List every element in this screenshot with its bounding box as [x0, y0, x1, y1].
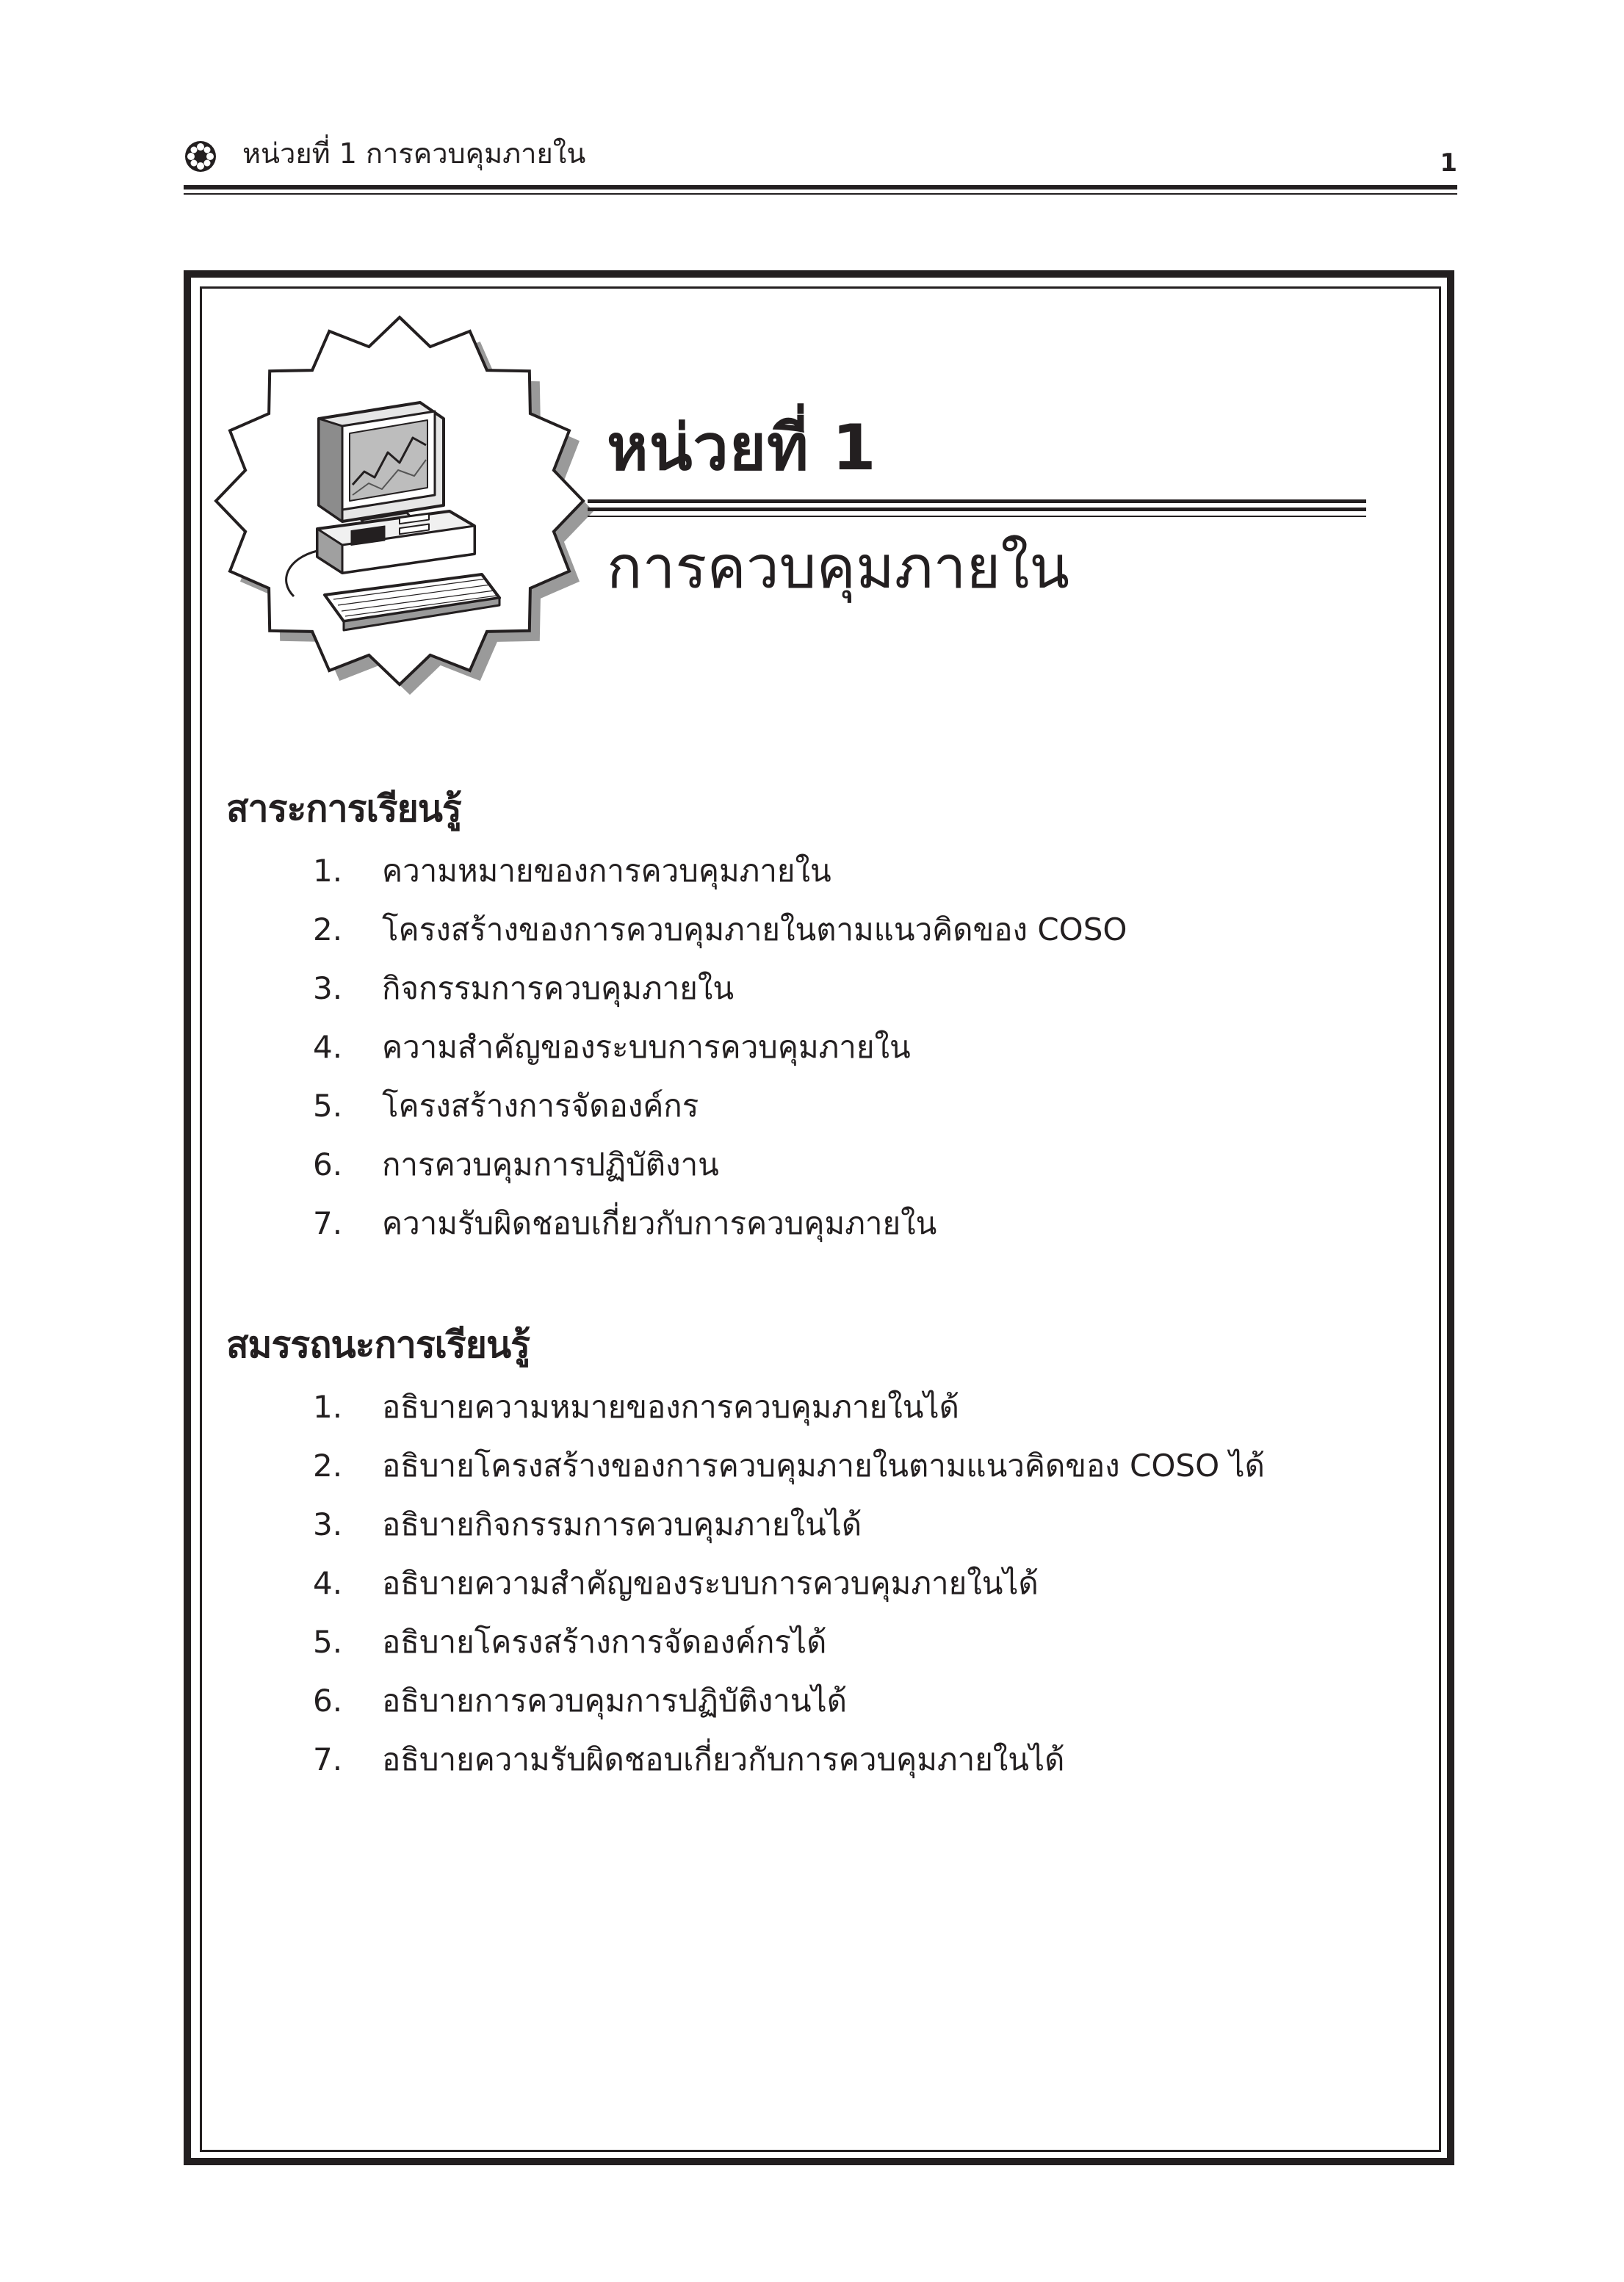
- list-item: 2. โครงสร้างของการควบคุมภายในตามแนวคิดของ COSO: [313, 911, 1127, 947]
- header-rule-thin: [184, 193, 1457, 195]
- learning-competency-list: [226, 1378, 1401, 1789]
- computer-badge: [207, 308, 604, 705]
- header-rule-thick: [184, 185, 1457, 189]
- list-item: 5. โครงสร้างการจัดองค์กร: [313, 1088, 699, 1124]
- list-item: 7. อธิบายความรับผิดชอบเกี่ยวกับการควบคุมภายในได้: [313, 1741, 1065, 1777]
- list-item: 3. กิจกรรมการควบคุมภายใน: [313, 970, 735, 1006]
- list-item: 6. อธิบายการควบคุมการปฏิบัติงานได้: [313, 1683, 847, 1719]
- title-rule: [588, 516, 1366, 517]
- page-number: 1: [1440, 148, 1457, 178]
- list-item: 2. อธิบายโครงสร้างของการควบคุมภายในตามแนวคิดของ COSO ได้: [313, 1448, 1265, 1484]
- list-item: 3. อธิบายกิจกรรมการควบคุมภายในได้: [313, 1506, 862, 1542]
- section-heading: สาระการเรียนรู้: [226, 787, 461, 830]
- learning-content-list: [226, 842, 1401, 1253]
- title-rule: [588, 508, 1366, 511]
- list-item: 6. การควบคุมการปฏิบัติงาน: [313, 1147, 719, 1182]
- unit-title: หน่วยที่ 1: [607, 411, 877, 485]
- running-header-title: หน่วยที่ 1 การควบคุมภายใน: [242, 137, 586, 170]
- list-item: 4. ความสำคัญของระบบการควบคุมภายใน: [313, 1029, 911, 1065]
- unit-subtitle: การควบคุมภายใน: [607, 533, 1070, 602]
- list-item: 4. อธิบายความสำคัญของระบบการควบคุมภายในได้: [313, 1565, 1039, 1601]
- title-rule: [588, 499, 1366, 503]
- list-item: 1. อธิบายความหมายของการควบคุมภายในได้: [313, 1389, 959, 1425]
- running-header: [184, 132, 1457, 184]
- list-item: 1. ความหมายของการควบคุมภายใน: [313, 853, 831, 889]
- list-item: 5. อธิบายโครงสร้างการจัดองค์กรได้: [313, 1624, 827, 1660]
- learning-content-section: [226, 780, 1401, 1253]
- learning-competency-section: [226, 1316, 1401, 1789]
- flower-ornament-icon: [184, 140, 217, 173]
- section-heading: สมรรถนะการเรียนรู้: [226, 1324, 530, 1366]
- list-item: 7. ความรับผิดชอบเกี่ยวกับการควบคุมภายใน: [313, 1205, 937, 1241]
